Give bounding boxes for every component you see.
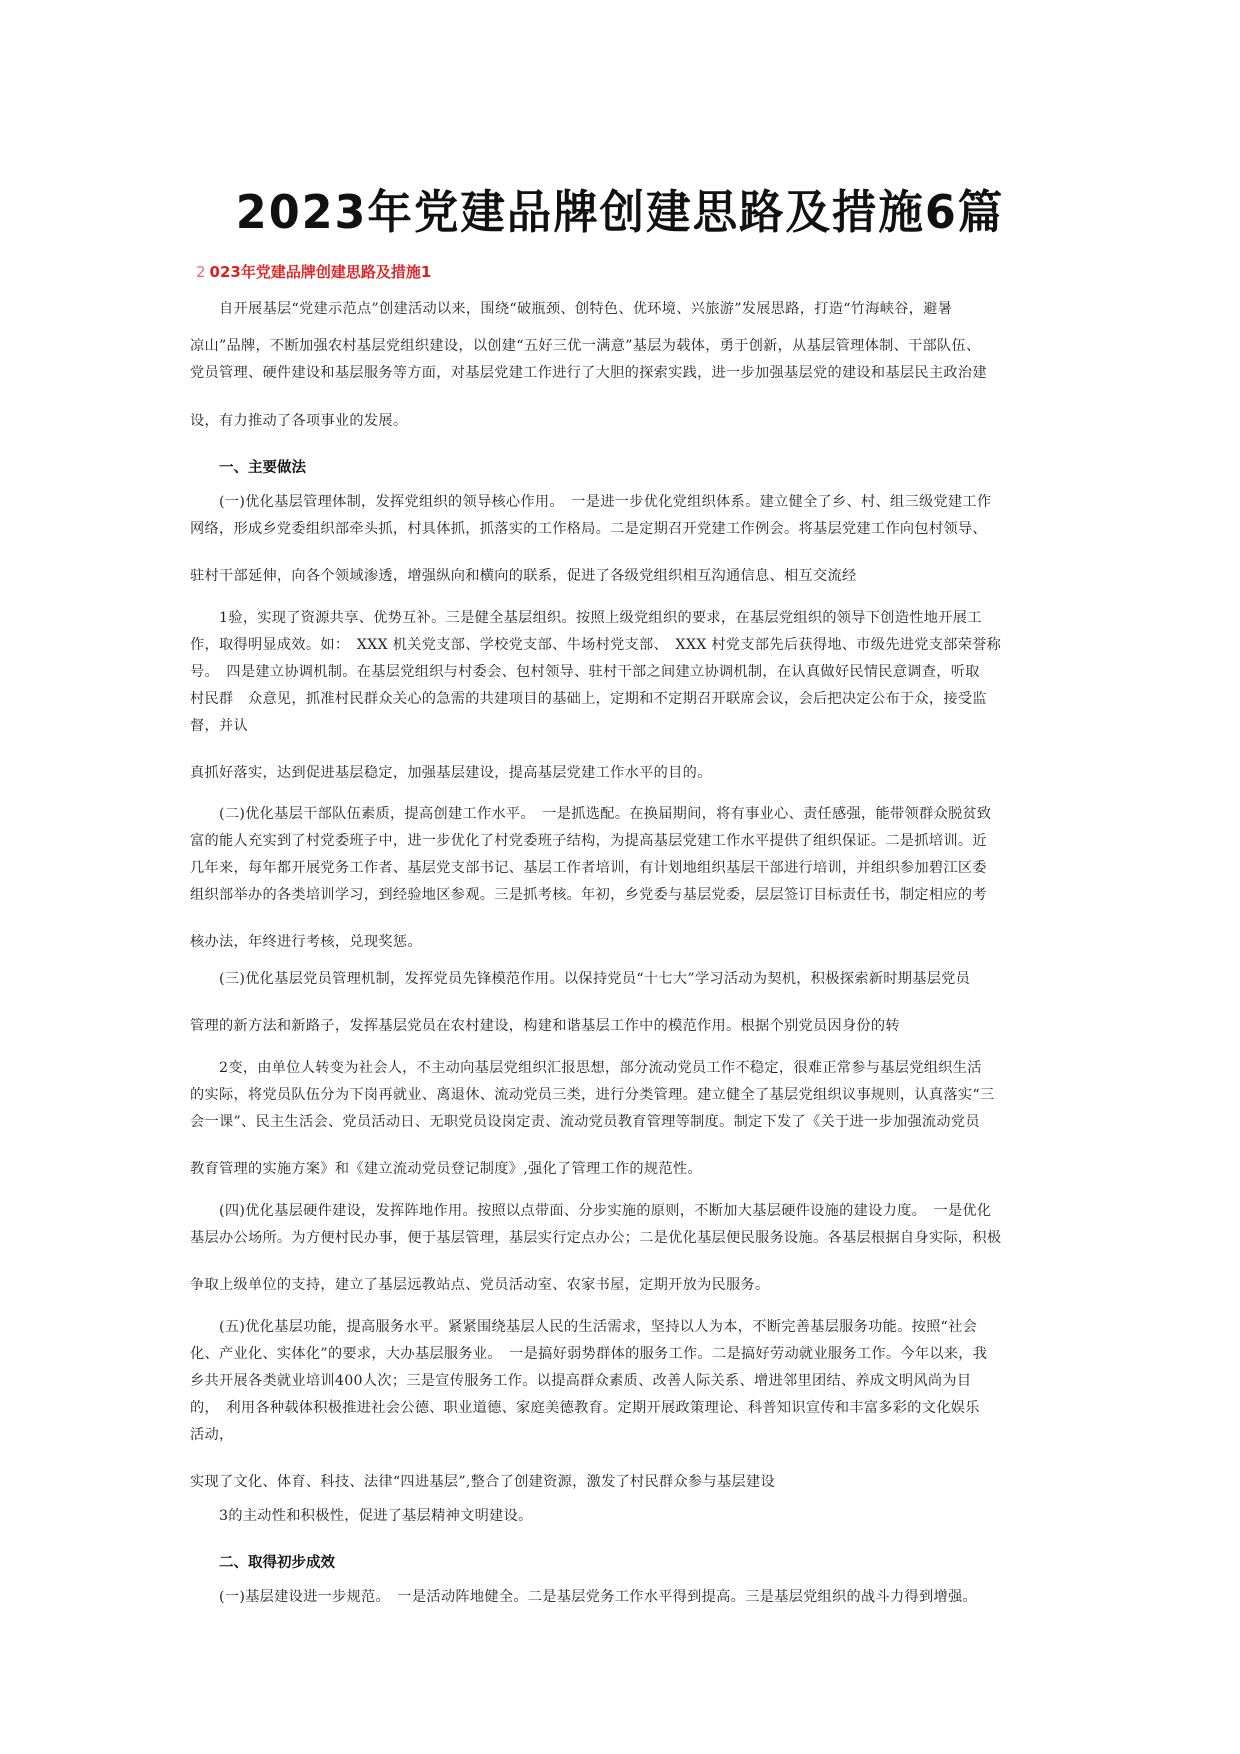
text-line: 化、产业化、实体化”的要求，大办基层服务业。 一是搞好弱势群体的服务工作。二是搞好劳动就业服务工作。今年以来，我 (190, 1346, 988, 1362)
text-line: 1验，实现了资源共享、优势互补。三是健全基层组织。按照上级党组织的要求，在基层党组织的领导下创造性地开展工 (219, 610, 982, 626)
text-line: 教育管理的实施方案》和《建立流动党员登记制度》,强化了管理工作的规范性。 (190, 1161, 702, 1177)
text-line: 驻村干部延伸，向各个领域渗透，增强纵向和横向的联系，促进了各级党组织相互沟通信息、相互交流经 (190, 568, 857, 584)
text-line: 真抓好落实，达到促进基层稳定，加强基层建设，提高基层党建工作水平的目的。 (190, 765, 712, 781)
subtitle-text: 023年党建品牌创建思路及措施1 (209, 263, 432, 281)
text-line: 几年来，每年都开展党务工作者、基层党支部书记、基层工作者培训，有计划地组织基层干部进行培训，并组织参加碧江区委 (190, 860, 987, 876)
text-line: 网络，形成乡党委组织部牵头抓，村具体抓，抓落实的工作格局。二是定期召开党建工作例会。将基层党建工作向包村领导、 (190, 521, 987, 537)
text-line: 管理的新方法和新路子，发挥基层党员在农村建设，构建和谐基层工作中的模范作用。根据个别党员因身份的转 (190, 1018, 900, 1034)
section-heading: 一、主要做法 (219, 460, 306, 476)
text-line: (三)优化基层党员管理机制，发挥党员先锋模范作用。以保持党员“十七大”学习活动为契机，积极探索新时期基层党员 (219, 971, 971, 987)
text-line: (一)优化基层管理体制，发挥党组织的领导核心作用。 一是进一步优化党组织体系。建立健全了乡、村、组三级党建工作 (219, 494, 992, 510)
text-line: 实现了文化、体育、科技、法律“四进基层”,整合了创建资源，激发了村民群众参与基层建设 (190, 1474, 775, 1490)
text-line: 会一课”、民主生活会、党员活动日、无职党员设岗定责、流动党员教育管理等制度。制定下发了《关于进一步加强流动党员 (190, 1114, 980, 1130)
text-line: 作，取得明显成效。如： XXX 机关党支部、学校党支部、牛场村党支部、 XXX 村党支部先后获得地、市级先进党支部荣誉称 (190, 637, 1002, 653)
section-heading: 二、取得初步成效 (219, 1555, 335, 1571)
text-line: 号。 四是建立协调机制。在基层党组织与村委会、包村领导、驻村干部之间建立协调机制，在认真做好民情民意调查，听取 (190, 664, 980, 680)
text-line: 设，有力推动了各项事业的发展。 (190, 413, 408, 429)
text-line: 督，并认 (190, 718, 248, 734)
text-line: 富的能人充实到了村党委班子中，进一步优化了村党委班子结构，为提高基层党建工作水平提供了组织保证。二是抓培训。近 (190, 833, 987, 849)
text-line: 党员管理、硬件建设和基层服务等方面，对基层党建工作进行了大胆的探索实践，进一步加强基层党的建设和基层民主政治建 (190, 365, 987, 381)
text-line: 活动， (190, 1427, 234, 1443)
subtitle-lead: 2 (196, 263, 206, 281)
text-line: 核办法，年终进行考核，兑现奖惩。 (190, 934, 422, 950)
text-line: 组织部举办的各类培训学习，到经验地区参观。三是抓考核。年初，乡党委与基层党委，层层签订目标责任书，制定相应的考 (190, 887, 987, 903)
text-line: 凉山”品牌，不断加强农村基层党组织建设，以创建“五好三优一满意”基层为载体，勇于创新，从基层管理体制、干部队伍、 (190, 338, 981, 354)
text-line: (一)基层建设进一步规范。 一是活动阵地健全。二是基层党务工作水平得到提高。三是基层党组织的战斗力得到增强。 (219, 1589, 977, 1605)
document-title: 2023年党建品牌创建思路及措施6篇 (235, 185, 1005, 239)
text-line: 3的主动性和积极性，促进了基层精神文明建设。 (219, 1508, 533, 1524)
text-line: 的， 利用各种载体积极推进社会公德、职业道德、家庭美德教育。定期开展政策理论、科普知识宣传和丰富多彩的文化娱乐 (190, 1400, 980, 1416)
text-line: 村民群 众意见，抓准村民群众关心的急需的共建项目的基础上，定期和不定期召开联席会议，会后把决定公布于众，接受监 (190, 691, 987, 707)
text-line: 争取上级单位的支持，建立了基层远教站点、党员活动室、农家书屋，定期开放为民服务。 (190, 1277, 770, 1293)
text-line: (四)优化基层硬件建设，发挥阵地作用。按照以点带面、分步实施的原则，不断加大基层硬件设施的建设力度。 一是优化 (219, 1203, 992, 1219)
text-line: 基层办公场所。为方便村民办事，便于基层管理，基层实行定点办公；二是优化基层便民服务设施。各基层根据自身实际，积极 (190, 1230, 1002, 1246)
text-line: 乡共开展各类就业培训400人次；三是宣传服务工作。以提高群众素质、改善人际关系、增进邻里团结、养成文明风尚为目 (190, 1373, 972, 1389)
text-line: 自开展基层“党建示范点”创建活动以来，围绕“破瓶颈、创特色、优环境、兴旅游”发展思路，打造“竹海峡谷，避暑 (219, 301, 953, 317)
text-line: 2变，由单位人转变为社会人，不主动向基层党组织汇报思想，部分流动党员工作不稳定，很难正常参与基层党组织生活 (219, 1060, 982, 1076)
text-line: (五)优化基层功能，提高服务水平。紧紧围绕基层人民的生活需求，坚持以人为本，不断完善基层服务功能。按照“社会 (219, 1319, 978, 1335)
text-line: 的实际，将党员队伍分为下岗再就业、离退休、流动党员三类，进行分类管理。建立健全了基层党组织议事规则，认真落实“三 (190, 1087, 995, 1103)
text-line: (二)优化基层干部队伍素质，提高创建工作水平。 一是抓选配。在换届期间，将有事业心、责任感强，能带领群众脱贫致 (219, 806, 992, 822)
section-subtitle (196, 261, 431, 282)
